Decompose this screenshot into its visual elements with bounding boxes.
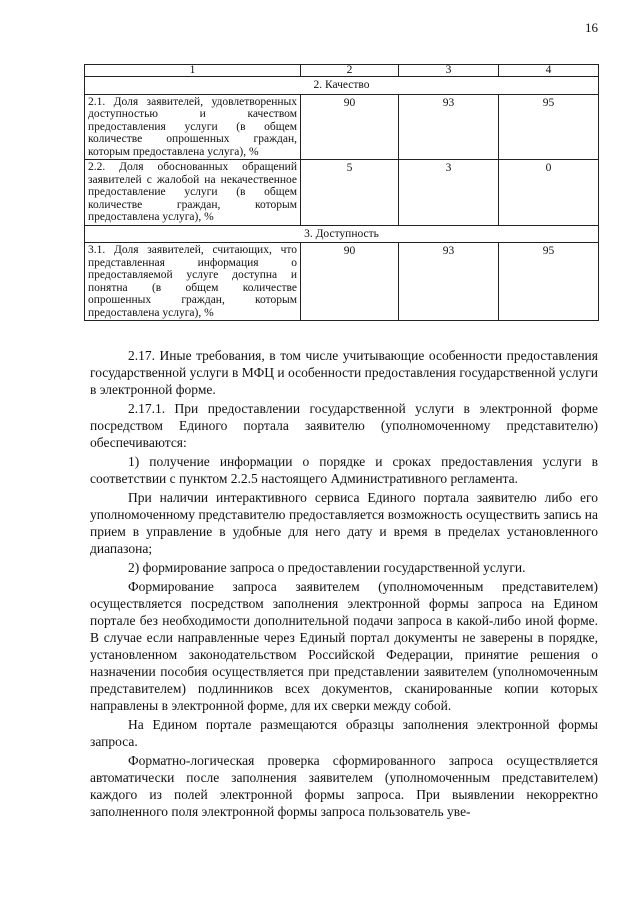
- paragraph: 2) формирование запроса о предоставлении государственной услуги.: [128, 560, 526, 575]
- table-row: [85, 160, 599, 226]
- table-row: [85, 243, 599, 321]
- section-title-access: 3. Доступность: [85, 225, 599, 243]
- paragraph: На Едином портале размещаются образцы заполнения электронной формы запроса.: [90, 717, 598, 749]
- document-body: [90, 347, 598, 822]
- section-title-quality: 2. Качество: [85, 77, 599, 95]
- paragraph: 2.17. Иные требования, в том числе учитывающие особенности предоставления государственной услуги в МФЦ и особенности предоставления государственной услуги в электронной форме.: [90, 348, 598, 397]
- paragraph: 1) получение информации о порядке и сроках предоставления услуги в соответствии с пунктом 2.2.5 настоящего Административного регламента.: [90, 454, 598, 486]
- indicator-value: 5: [301, 160, 399, 226]
- paragraph: 2.17.1. При предоставлении государственной услуги в электронной форме посредством Единого портала заявителю (уполномоченному представителю) обеспечиваются:: [90, 401, 598, 450]
- indicator-value: 93: [399, 94, 499, 160]
- paragraph: При наличии интерактивного сервиса Единого портала заявителю либо его уполномоченному представителю предоставляется возможность осуществить запись на прием в управление в удобные для него дату и время в пределах установленного диапазона;: [90, 490, 598, 556]
- indicator-value: 90: [301, 243, 399, 321]
- page-number: 16: [585, 20, 598, 35]
- indicator-value: 93: [399, 243, 499, 321]
- indicator-label: 3.1. Доля заявителей, считающих, что представленная информация о предоставляемой услуге доступна и понятна (в общем количестве опрошенных граждан, которым предоставлена услуга), %: [85, 243, 301, 321]
- indicators-table: [84, 64, 599, 321]
- indicator-value: 95: [499, 243, 599, 321]
- indicator-label: 2.1. Доля заявителей, удовлетворенных доступностью и качеством предоставления услуги (в общем количестве опрошенных граждан, которым предоставлена услуга), %: [85, 94, 301, 160]
- column-number-4: 4: [499, 65, 599, 77]
- indicator-value: 95: [499, 94, 599, 160]
- section-row-quality: [85, 77, 599, 95]
- paragraph: Формирование запроса заявителем (уполномоченным представителем) осуществляется посредством заполнения электронной формы запроса на Едином портале без необходимости дополнительной подачи запроса в какой-либо иной форме. В случае если направленные через Единый портал документы не заверены в порядке, установленном законодательством Российской Федерации, принятие решения о назначении пособия осуществляется при представлении заявителем (уполномоченным представителем) подлинников всех документов, сканированные копии которых направлены в электронной форме, для их сверки между собой.: [90, 579, 598, 713]
- table-header-row: [85, 65, 599, 77]
- column-number-3: 3: [399, 65, 499, 77]
- table-row: [85, 94, 599, 160]
- column-number-1: 1: [85, 65, 301, 77]
- column-number-2: 2: [301, 65, 399, 77]
- indicator-value: 90: [301, 94, 399, 160]
- indicator-label: 2.2. Доля обоснованных обращений заявителей с жалобой на некачественное предоставление услуги (в общем количестве граждан, которым предоставлена услуга), %: [85, 160, 301, 226]
- paragraph: Форматно-логическая проверка сформированного запроса осуществляется автоматически после заполнения заявителем (уполномоченным представителем) каждого из полей электронной формы запроса. При выявлении некорректно заполненного поля электронной формы запроса пользователь уве-: [90, 753, 598, 819]
- indicator-value: 3: [399, 160, 499, 226]
- indicator-value: 0: [499, 160, 599, 226]
- section-row-access: [85, 225, 599, 243]
